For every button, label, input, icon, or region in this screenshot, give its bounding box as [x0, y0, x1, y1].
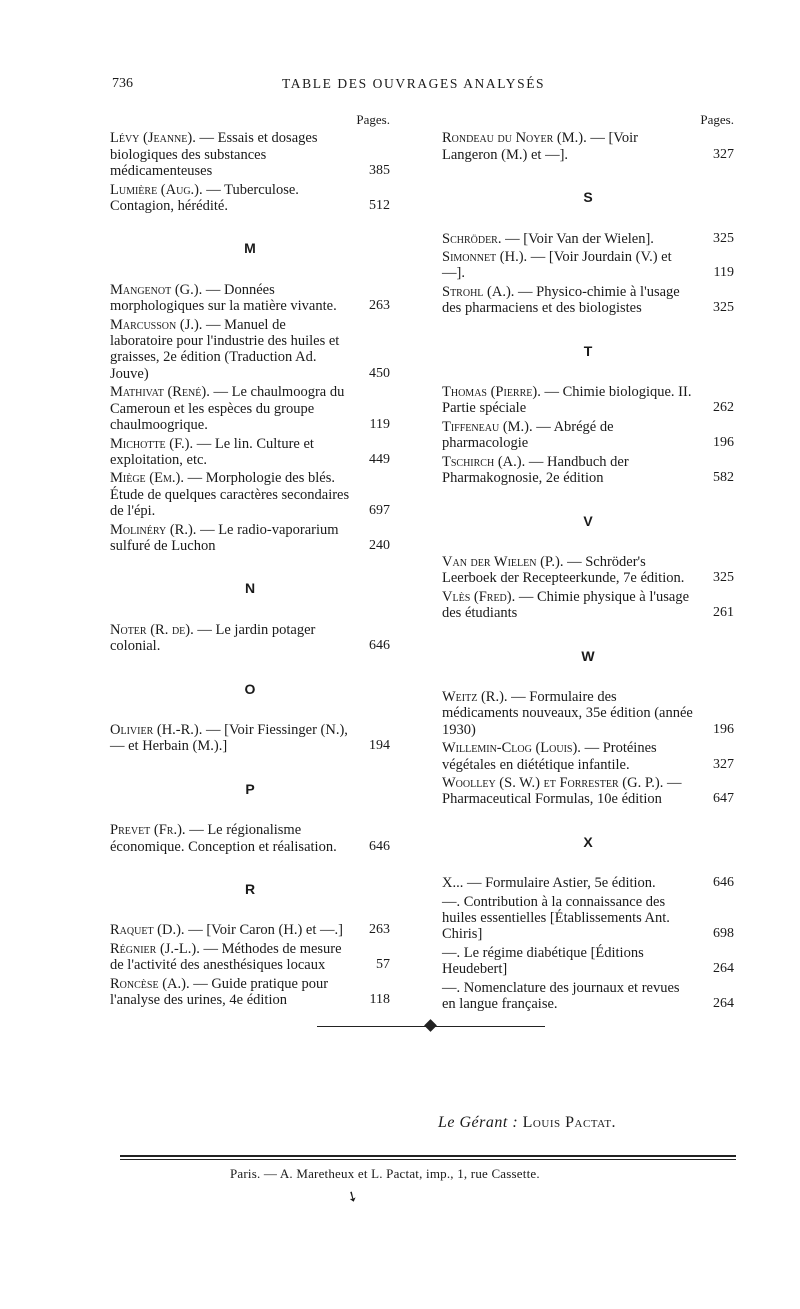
entry-title: — [Voir Langeron (M.) et —]. — [442, 130, 638, 163]
right-column — [442, 112, 734, 1014]
index-entry — [110, 384, 390, 433]
entry-page: 262 — [713, 400, 734, 416]
entry-author: Van der Wielen (P.). — [442, 553, 564, 570]
entry-author: Tiffeneau (M.). — [442, 418, 533, 435]
entry-title: — Méthodes de mesure de l'activité des anesthésiques locaux — [110, 940, 342, 974]
section-letter: P — [245, 780, 255, 797]
entry-title: — Morphologie des blés. Étude de quelques caractères secondaires de l'épi. — [110, 470, 350, 520]
entry-page: 325 — [713, 570, 734, 586]
index-entry — [442, 894, 734, 943]
entry-page: 449 — [369, 451, 390, 467]
gerant-line — [438, 1114, 616, 1132]
entry-author: Schröder. — [442, 230, 502, 247]
index-entry — [442, 419, 734, 452]
entry-author: Mangenot (G.). — [110, 281, 203, 298]
entry-author: Weitz (R.). — [442, 688, 508, 705]
index-entry — [110, 922, 390, 938]
entry-author: Vlès (Fred). — [442, 588, 516, 605]
page-number: 736 — [112, 76, 133, 91]
entry-page: 263 — [369, 298, 390, 314]
entry-page: 261 — [713, 605, 734, 621]
entry-title: — Le radio-vaporarium sulfuré de Luchon — [110, 521, 339, 554]
entry-page: 327 — [713, 146, 734, 162]
index-entry — [442, 384, 734, 417]
entry-page: 264 — [713, 996, 734, 1012]
entry-author: Mathivat (René). — [110, 384, 210, 401]
entry-author: Raquet (D.). — [110, 922, 185, 939]
entry-title: — Pharmaceutical Formulas, 10e édition — [442, 774, 682, 808]
pages-label: Pages. — [700, 112, 734, 127]
entry-page: 450 — [369, 365, 390, 381]
index-entry — [442, 689, 734, 738]
entry-page: 325 — [713, 300, 734, 316]
entry-title: — Tuberculose. Contagion, hérédité. — [110, 181, 299, 215]
pages-label: Pages. — [356, 112, 390, 127]
index-entry — [110, 622, 390, 655]
entry-author: Régnier (J.-L.). — [110, 940, 200, 957]
gerant-label: Le Gérant : — [438, 1114, 519, 1131]
index-entry — [110, 522, 390, 555]
index-entry — [110, 722, 390, 755]
entry-page: 646 — [713, 875, 734, 891]
entry-title: — Le jardin potager colonial. — [110, 621, 316, 655]
entry-page: 646 — [369, 838, 390, 854]
index-entry — [442, 554, 734, 587]
entry-author: Noter (R. de). — [110, 621, 194, 638]
section-letter: O — [244, 680, 256, 697]
index-entry — [110, 941, 390, 974]
entry-title: — Essais et dosages biologiques des substances médicamenteuses — [110, 130, 318, 180]
tail-ornament-icon: ➘ — [343, 1188, 361, 1207]
entry-title: — [Voir Van der Wielen]. — [505, 230, 654, 247]
section-letter: X — [583, 833, 593, 850]
entry-title: — Le chaulmoogra du Cameroun et les espèces du groupe chaulmoogrique. — [110, 384, 345, 434]
entry-author: Willemin-Clog (Louis). — [442, 740, 581, 757]
entry-page: 512 — [369, 198, 390, 214]
entry-page: 327 — [713, 756, 734, 772]
entry-page: 263 — [369, 922, 390, 938]
entry-title: — Le lin. Culture et exploitation, etc. — [110, 435, 314, 468]
entry-page: 196 — [713, 721, 734, 737]
index-entry — [110, 822, 390, 855]
gerant-name: Louis Pactat. — [522, 1114, 617, 1131]
entry-page: 240 — [369, 537, 390, 553]
index-entry — [442, 945, 734, 978]
entry-author: Roncèse (A.). — [110, 975, 190, 992]
entry-page: 582 — [713, 470, 734, 486]
entry-author: Lévy (Jeanne). — [110, 130, 196, 147]
entry-page: 264 — [713, 961, 734, 977]
entry-page: 698 — [713, 926, 734, 942]
entry-author: —. — [442, 893, 461, 910]
index-entry — [442, 231, 734, 247]
entry-author: X... — [442, 875, 464, 892]
section-letter: R — [244, 881, 256, 897]
entry-author: Prevet (Fr.). — [110, 822, 186, 839]
index-entry — [110, 282, 390, 315]
section-letter: T — [583, 342, 593, 359]
index-entry — [442, 130, 734, 163]
entry-title: Le régime diabétique [Éditions Heudebert] — [442, 944, 644, 978]
entry-page: 385 — [369, 163, 390, 179]
index-entry — [110, 130, 390, 179]
index-entry — [110, 317, 390, 383]
index-entry — [110, 436, 390, 469]
section-letter: W — [581, 647, 595, 664]
entry-title: Contribution à la connaissance des huiles essentielles [Établissements Ant. Chiris] — [442, 893, 670, 943]
entry-author: —. — [442, 944, 461, 961]
entry-author: Thomas (Pierre). — [442, 384, 541, 401]
left-column — [110, 112, 390, 1010]
entry-author: Woolley (S. W.) et Forrester (G. P.). — [442, 774, 664, 791]
section-letter: S — [583, 189, 593, 206]
index-entry — [110, 976, 390, 1009]
running-title: TABLE DES OUVRAGES ANALYSÉS — [282, 76, 546, 91]
index-entry — [442, 775, 734, 808]
entry-page: 697 — [369, 503, 390, 519]
section-letter: V — [583, 512, 593, 529]
entry-author: Miège (Em.). — [110, 470, 184, 487]
entry-title: — Chimie biologique. II. Partie spéciale — [442, 384, 692, 417]
entry-title: Nomenclature des journaux et revues en langue française. — [442, 979, 680, 1013]
section-letter: N — [244, 580, 256, 597]
index-entry — [110, 182, 390, 215]
entry-title: — Schröder's Leerboek der Recepteerkunde, 7e édition. — [442, 553, 685, 587]
entry-page: 325 — [713, 230, 734, 246]
entry-title: — Le régionalisme économique. Conception et réalisation. — [110, 822, 337, 855]
entry-author: Marcusson (J.). — [110, 316, 203, 333]
entry-title: — Guide pratique pour l'analyse des urines, 4e édition — [110, 975, 329, 1009]
entry-title: — Formulaire des médicaments nouveaux, 35e édition (année 1930) — [442, 688, 693, 738]
entry-page: 119 — [369, 417, 390, 433]
index-entry — [442, 980, 734, 1013]
entry-page: 194 — [369, 738, 390, 754]
entry-page: 647 — [713, 791, 734, 807]
entry-page: 57 — [376, 957, 390, 973]
index-entry — [442, 284, 734, 317]
entry-author: Tschirch (A.). — [442, 453, 526, 470]
diamond-ornament-icon — [424, 1019, 437, 1032]
entry-title: — Chimie physique à l'usage des étudiants — [442, 588, 690, 622]
printer-imprint: Paris. — A. Maretheux et L. Pactat, imp., 1, rue Cassette. — [230, 1166, 540, 1181]
entry-page: 646 — [369, 638, 390, 654]
footer-rule-thin — [120, 1159, 736, 1160]
entry-title: — Protéines végétales en diététique infantile. — [442, 740, 657, 773]
entry-author: Rondeau du Noyer (M.). — [442, 130, 587, 147]
entry-title: — [Voir Caron (H.) et —.] — [188, 922, 343, 939]
entry-title: — Manuel de laboratoire pour l'industrie des huiles et graisses, 2e édition (Traduction Ad. Jouve) — [110, 316, 340, 382]
entry-title: — [Voir Jourdain (V.) et —]. — [442, 249, 672, 282]
entry-author: Molinéry (R.). — [110, 521, 197, 538]
entry-author: Olivier (H.-R.). — [110, 721, 203, 738]
index-entry — [442, 589, 734, 622]
entry-page: 119 — [713, 265, 734, 281]
entry-title: — [Voir Fiessinger (N.), — et Herbain (M.).] — [110, 721, 348, 755]
index-entry — [442, 454, 734, 487]
entry-author: —. — [442, 979, 461, 996]
entry-page: 118 — [369, 992, 390, 1008]
index-entry — [110, 470, 390, 519]
entry-title: — Formulaire Astier, 5e édition. — [466, 875, 656, 892]
entry-title: — Abrégé de pharmacologie — [442, 418, 614, 452]
index-entry — [442, 875, 734, 891]
entry-author: Lumière (Aug.). — [110, 181, 203, 198]
index-entry — [442, 740, 734, 773]
entry-title: — Handbuch der Pharmakognosie, 2e édition — [442, 453, 629, 487]
entry-page: 196 — [713, 435, 734, 451]
index-entry — [442, 249, 734, 282]
entry-author: Simonnet (H.). — [442, 249, 528, 266]
footer-rule — [120, 1155, 736, 1157]
entry-title: — Données morphologiques sur la matière vivante. — [110, 281, 337, 315]
entry-title: — Physico-chimie à l'usage des pharmaciens et des biologistes — [442, 283, 680, 317]
entry-author: Strohl (A.). — [442, 283, 515, 300]
entry-author: Michotte (F.). — [110, 435, 194, 452]
section-letter: M — [244, 240, 256, 257]
